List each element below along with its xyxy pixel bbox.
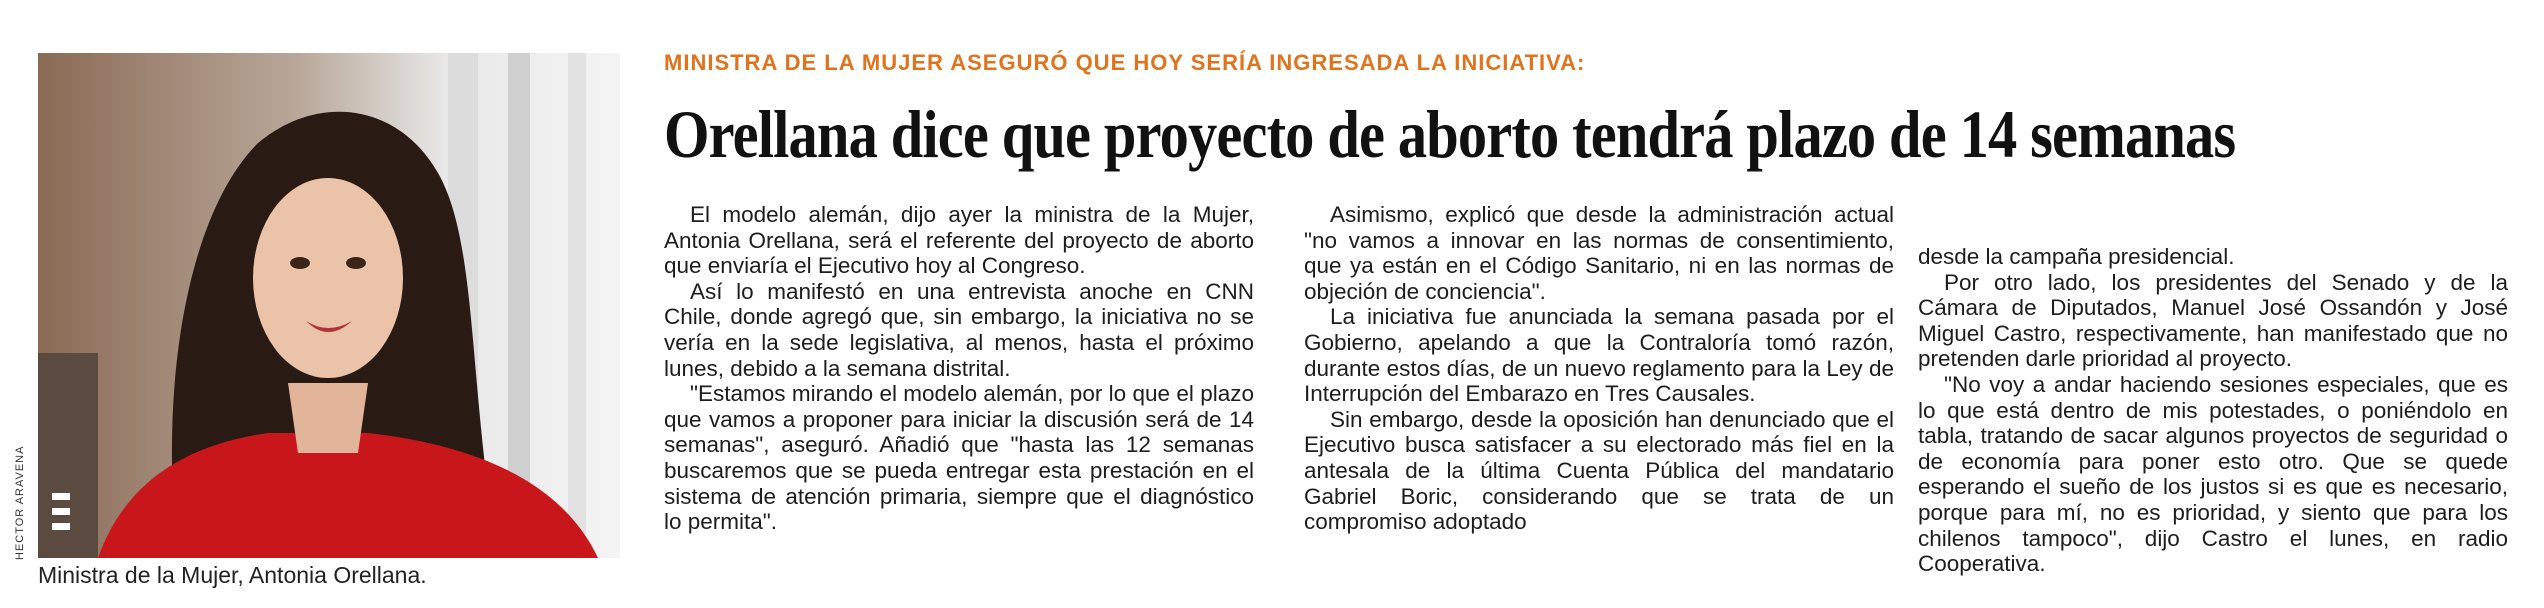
paragraph: Por otro lado, los presidentes del Senado y de la Cámara de Diputados, Manuel José Ossandón y José Miguel Castro, respectivamente, han manifestado que no pretenden darle prioridad al proyecto. xyxy=(1918,269,2508,372)
photo-caption: Ministra de la Mujer, Antonia Orellana. xyxy=(38,562,427,588)
portrait-image xyxy=(38,53,620,558)
article-column-1 xyxy=(664,202,1254,535)
paragraph: Sin embargo, desde la oposición han denunciado que el Ejecutivo busca satisfacer a su electorado más fiel en la antesala de la última Cuenta Pública del mandatario Gabriel Boric, considerando que se trata de un compromiso adoptado xyxy=(1304,406,1894,535)
article-column-3 xyxy=(1918,244,2508,577)
paragraph: "Estamos mirando el modelo alemán, por lo que el plazo que vamos a proponer para iniciar la discusión será de 14 semanas", aseguró. Añadió que "hasta las 12 semanas buscaremos que se pueda entregar esta prestación en el sistema de atención primaria, siempre que el diagnóstico lo permita". xyxy=(664,381,1254,535)
paragraph: El modelo alemán, dijo ayer la ministra de la Mujer, Antonia Orellana, será el referente del proyecto de aborto que enviaría el Ejecutivo hoy al Congreso. xyxy=(664,202,1254,279)
paragraph: La iniciativa fue anunciada la semana pasada por el Gobierno, apelando a que la Contraloría tomó razón, durante estos días, de un nuevo reglamento para la Ley de Interrupción del Embarazo en Tres Causales. xyxy=(1304,304,1894,407)
photo-credit: HECTOR ARAVENA xyxy=(14,445,26,560)
article-column-2 xyxy=(1304,202,1894,535)
article-headline: Orellana dice que proyecto de aborto tendrá plazo de 14 semanas xyxy=(664,96,2236,172)
article-kicker: MINISTRA DE LA MUJER ASEGURÓ QUE HOY SERÍA INGRESADA LA INICIATIVA: xyxy=(664,50,1586,75)
paragraph: "No voy a andar haciendo sesiones especiales, que es lo que está dentro de mis potestades, o poniéndolo en tabla, tratando de sacar algunos proyectos de seguridad o de economía para poner esto otro. Que se quede esperando el sueño de los justos si es que es necesario, porque para mí, no es prioridad, y siento que para los chilenos tampoco", dijo Castro el lunes, en radio Cooperativa. xyxy=(1918,371,2508,577)
paragraph: desde la campaña presidencial. xyxy=(1918,244,2235,269)
article-photo xyxy=(38,53,620,558)
paragraph: Asimismo, explicó que desde la administración actual "no vamos a innovar en las normas de consentimiento, que ya están en el Código Sanitario, ni en las normas de objeción de conciencia". xyxy=(1304,202,1894,304)
paragraph: Así lo manifestó en una entrevista anoche en CNN Chile, donde agregó que, sin embargo, la iniciativa no se vería en la sede legislativa, al menos, hasta el próximo lunes, debido a la semana distrital. xyxy=(664,278,1254,381)
